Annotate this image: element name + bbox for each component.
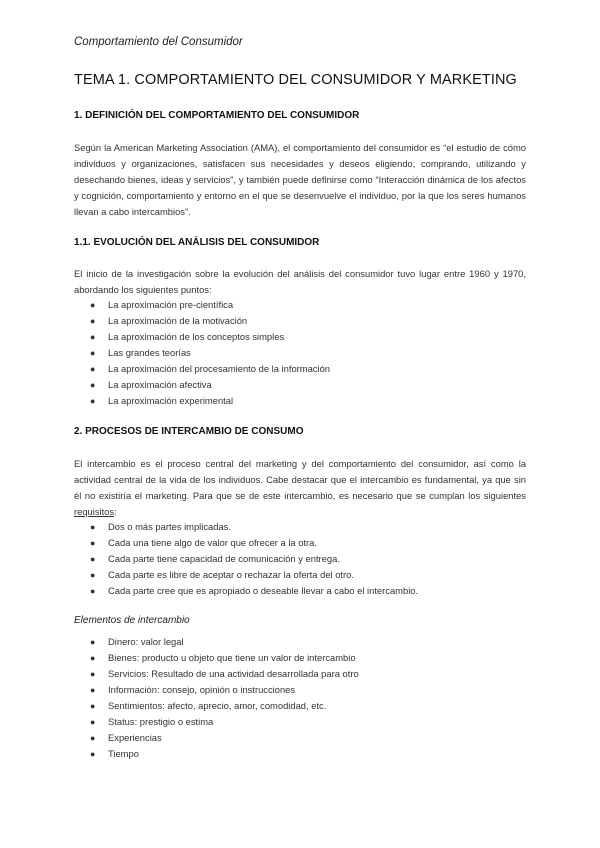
list-item (74, 746, 526, 762)
list-item (74, 666, 526, 682)
bullet-icon: ● (90, 380, 96, 390)
list-item-text: La aproximación pre-científica (108, 299, 234, 310)
list-item-text: La aproximación afectiva (108, 379, 212, 390)
requirements-list (74, 519, 526, 599)
bullet-icon: ● (90, 538, 96, 548)
section-2-paragraph-end: : (114, 506, 117, 517)
list-item-text: Dinero: valor legal (108, 636, 184, 647)
running-header: Comportamiento del Consumidor (74, 36, 243, 48)
page-title: TEMA 1. COMPORTAMIENTO DEL CONSUMIDOR Y MARKETING (74, 72, 517, 88)
list-item (74, 634, 526, 650)
bullet-icon: ● (90, 637, 96, 647)
bullet-icon: ● (90, 522, 96, 532)
list-item-text: La aproximación del procesamiento de la información (108, 363, 330, 374)
list-item (74, 297, 526, 313)
section-2-paragraph (74, 456, 526, 520)
list-item (74, 650, 526, 666)
list-item (74, 714, 526, 730)
list-item-text: Cada parte cree que es apropiado o deseable llevar a cabo el intercambio. (108, 585, 419, 596)
list-item (74, 730, 526, 746)
section-1-paragraph: Según la American Marketing Association (AMA), el comportamiento del consumidor es “el estudio de cómo individuos y organizaciones, satisfacen sus necesidades y deseos eligiendo, comprando, utilizando y desechando bienes, ideas y servicios”, y también puede definirse como “Interacción dinámica de los afectos y cognición, comportamiento y entorno en el que se desenvuelve el individuo, por la que los seres humanos llevan a cabo intercambios”. (74, 142, 526, 217)
list-item-text: Información: consejo, opinión o instrucciones (108, 684, 296, 695)
list-item (74, 551, 526, 567)
bullet-icon: ● (90, 749, 96, 759)
list-item-text: Sentimientos: afecto, aprecio, amor, comodidad, etc. (108, 700, 327, 711)
bullet-icon: ● (90, 685, 96, 695)
bullet-icon: ● (90, 396, 96, 406)
list-item (74, 377, 526, 393)
list-item-text: Cada parte es libre de aceptar o rechazar la oferta del otro. (108, 569, 354, 580)
list-item (74, 313, 526, 329)
list-item-text: Experiencias (108, 732, 162, 743)
list-item (74, 393, 526, 409)
bullet-icon: ● (90, 332, 96, 342)
section-1-1-heading: 1.1. EVOLUCIÓN DEL ANÁLISIS DEL CONSUMIDOR (74, 237, 320, 248)
bullet-icon: ● (90, 653, 96, 663)
evolution-list (74, 297, 526, 409)
bullet-icon: ● (90, 348, 96, 358)
list-item-text: La aproximación experimental (108, 395, 234, 406)
list-item-text: Bienes: producto u objeto que tiene un valor de intercambio (108, 652, 356, 663)
bullet-icon: ● (90, 300, 96, 310)
list-item (74, 698, 526, 714)
bullet-icon: ● (90, 316, 96, 326)
list-item-text: Tiempo (108, 748, 139, 759)
list-item (74, 567, 526, 583)
bullet-icon: ● (90, 364, 96, 374)
section-2-heading: 2. PROCESOS DE INTERCAMBIO DE CONSUMO (74, 426, 304, 437)
elements-list (74, 634, 526, 762)
list-item-text: Cada una tiene algo de valor que ofrecer a la otra. (108, 537, 317, 548)
bullet-icon: ● (90, 570, 96, 580)
list-item (74, 583, 526, 599)
list-item (74, 345, 526, 361)
bullet-icon: ● (90, 586, 96, 596)
list-item-text: Dos o más partes implicadas. (108, 521, 231, 532)
bullet-icon: ● (90, 717, 96, 727)
list-item-text: La aproximación de los conceptos simples (108, 331, 285, 342)
list-item (74, 535, 526, 551)
bullet-icon: ● (90, 733, 96, 743)
list-item (74, 519, 526, 535)
list-item-text: La aproximación de la motivación (108, 315, 248, 326)
bullet-icon: ● (90, 669, 96, 679)
list-item-text: Las grandes teorías (108, 347, 191, 358)
bullet-icon: ● (90, 554, 96, 564)
list-item-text: Servicios: Resultado de una actividad desarrollada para otro (108, 668, 359, 679)
list-item (74, 682, 526, 698)
list-item (74, 329, 526, 345)
list-item-text: Cada parte tiene capacidad de comunicación y entrega. (108, 553, 340, 564)
section-1-1-paragraph: El inicio de la investigación sobre la evolución del análisis del consumidor tuvo lugar entre 1960 y 1970, abordando los siguientes puntos: (74, 268, 526, 295)
section-1-heading: 1. DEFINICIÓN DEL COMPORTAMIENTO DEL CONSUMIDOR (74, 110, 360, 121)
elements-subheading: Elementos de intercambio (74, 615, 190, 626)
list-item-text: Status: prestigio o estima (108, 716, 214, 727)
bullet-icon: ● (90, 701, 96, 711)
requisitos-link[interactable]: requisitos (74, 506, 115, 517)
section-2-paragraph-text: El intercambio es el proceso central del marketing y del comportamiento del consumidor, así como la actividad central de la vida de los individuos. Cabe destacar que el intercambio es fundamental, ya que sin él no existiría el marketing. Para que se de este intercambio, es necesario que se cumplan los siguientes (74, 458, 526, 501)
list-item (74, 361, 526, 377)
